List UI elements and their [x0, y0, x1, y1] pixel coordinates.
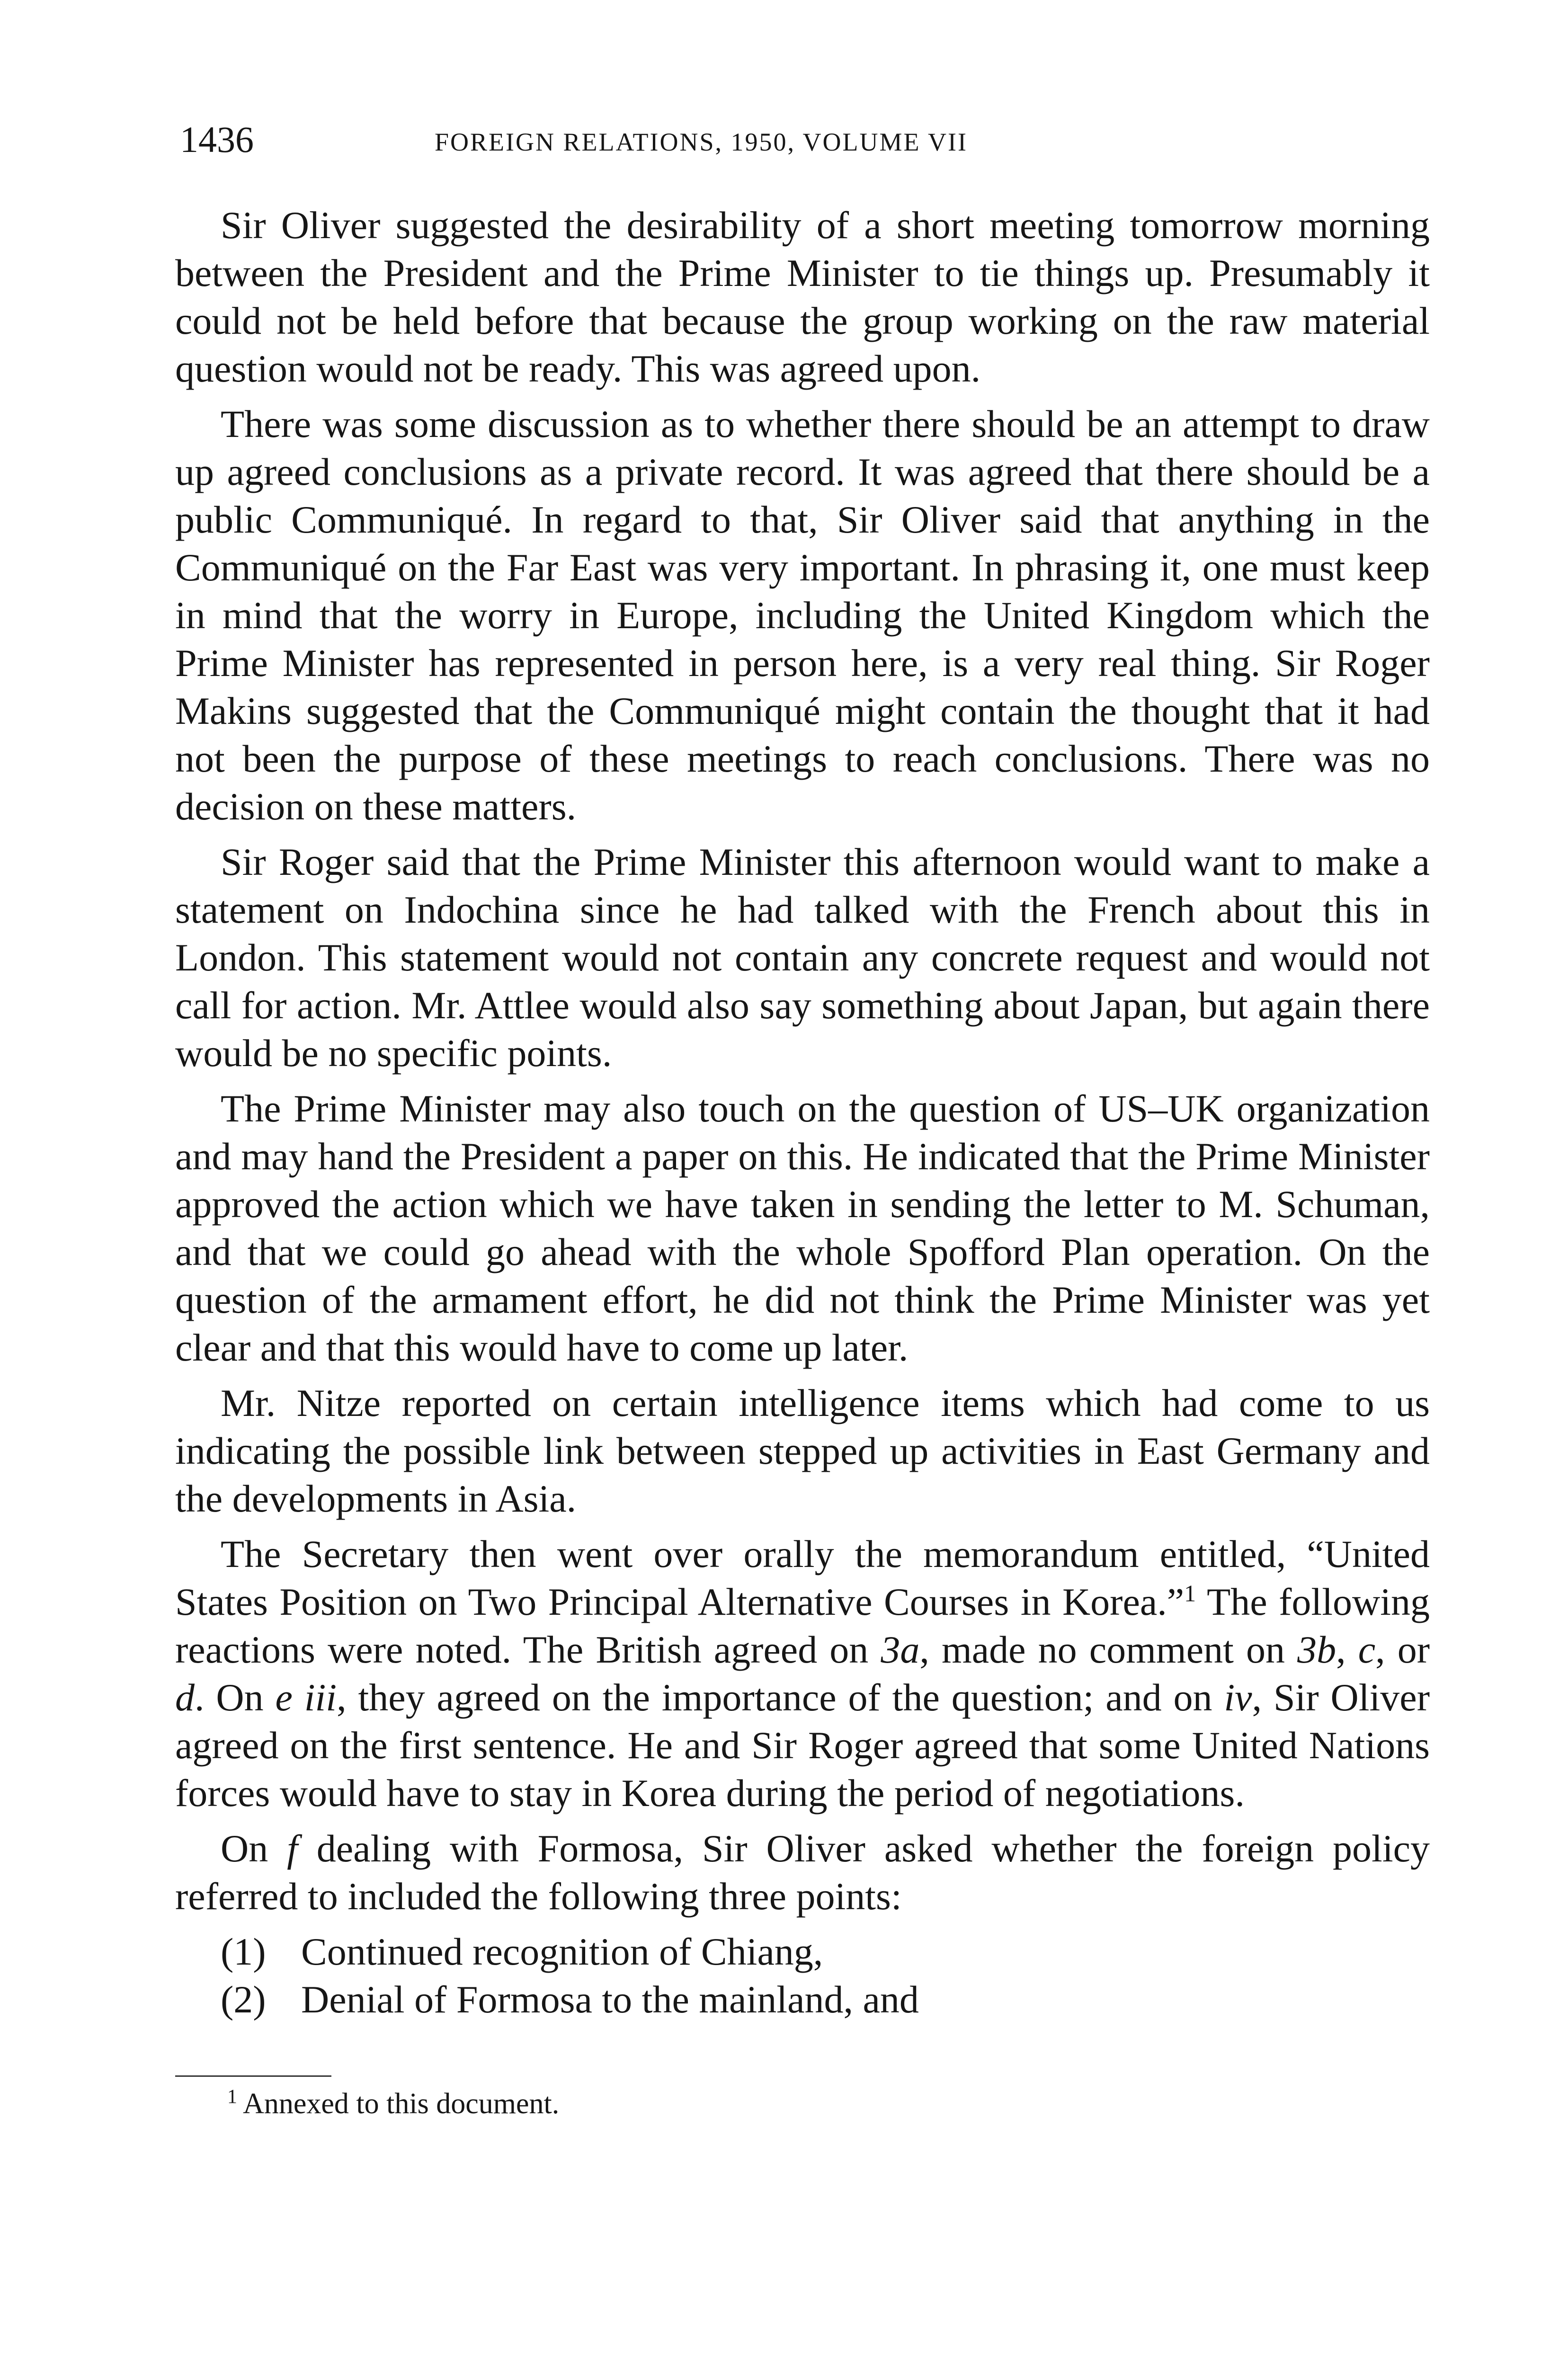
footnote-mark: 1 [227, 2086, 237, 2108]
paragraph-3: Sir Roger said that the Prime Minister this afternoon would want to make a statement on Indochina since he had talked with the French about this in London. This statement would not contain any concrete request and would not call for action. Mr. Attlee would also say something about Japan, but again there would be no specific points. [175, 840, 1430, 1075]
p7-text-b: dealing with Formosa, Sir Oliver asked whether the foreign policy referred to included the following three points: [175, 1827, 1430, 1918]
footnote-reference: 1 [1184, 1580, 1196, 1607]
p6-italic-2: 3b [1297, 1628, 1336, 1671]
list-text: Denial of Formosa to the mainland, and [301, 1978, 919, 2021]
p6-text-f: . On [195, 1676, 276, 1719]
paragraph-4: The Prime Minister may also touch on the question of US–UK organization and may hand the President a paper on this. He indicated that the Prime Minister approved the action which we have taken in sending the letter to M. Schuman, and that we could go ahead with the whole Spofford Plan operation. On the question of the armament effort, he did not think the Prime Minister was yet clear and that this would have to come up later. [175, 1087, 1430, 1369]
p6-text-g: , they agreed on the importance of the question; and on [337, 1676, 1224, 1719]
footnote-divider [175, 2075, 331, 2077]
document-page [175, 116, 1430, 2125]
p6-text-e: , or [1375, 1628, 1430, 1671]
page-header [175, 116, 1430, 168]
paragraph-6 [175, 1530, 1430, 1817]
p6-italic-3: c [1358, 1628, 1376, 1671]
p6-text-a: The Secretary then went over orally the memorandum entitled, “United States Position on Two Principal Alternative Courses in Korea.” [175, 1532, 1430, 1623]
list-number: (1) [221, 1930, 266, 1973]
footnote-text: Annexed to this document. [243, 2088, 560, 2120]
running-head: FOREIGN RELATIONS, 1950, VOLUME VII [435, 128, 968, 156]
list-item [175, 1975, 1430, 2023]
p6-text-b: The following reactions were noted. The British agreed on [175, 1580, 1430, 1671]
paragraph-1: Sir Oliver suggested the desirability of a short meeting tomorrow morning between the President and the Prime Minister to tie things up. Presumably it could not be held before that because the group working on the raw material question would not be ready. This was agreed upon. [175, 204, 1430, 390]
list-item [175, 1928, 1430, 1975]
p7-text-a: On [221, 1827, 287, 1870]
p6-italic-4: d [175, 1676, 195, 1719]
footnote [175, 2082, 1430, 2125]
body-text [175, 201, 1430, 2023]
paragraph-7 [175, 1824, 1430, 1920]
paragraph-2: There was some discussion as to whether there should be an attempt to draw up agreed conclusions as a private record. It was agreed that there should be a public Communiqué. In regard to that, Sir Oliver said that anything in the Communiqué on the Far East was very important. In phrasing it, one must keep in mind that the worry in Europe, including the United Kingdom which the Prime Minister has represented in person here, is a very real thing. Sir Roger Makins suggested that the Communiqué might contain the thought that it had not been the purpose of these meetings to reach conclusions. There was no decision on these matters. [175, 402, 1430, 828]
page-number: 1436 [180, 119, 254, 160]
p6-text-d: , [1336, 1628, 1358, 1671]
list-number: (2) [221, 1978, 266, 2021]
p6-italic-5: e iii [275, 1676, 337, 1719]
p7-italic-1: f [287, 1827, 298, 1870]
p6-text-c: , made no comment on [919, 1628, 1298, 1671]
p6-italic-1: 3a [881, 1628, 920, 1671]
paragraph-5: Mr. Nitze reported on certain intelligence items which had come to us indicating the possible link between stepped up activities in East Germany and the developments in Asia. [175, 1381, 1430, 1520]
list-text: Continued recognition of Chiang, [301, 1930, 823, 1973]
p6-text-h: , Sir Oliver agreed on the first sentence. He and Sir Roger agreed that some United Nations forces would have to stay in Korea during the period of negotiations. [175, 1676, 1430, 1815]
p6-italic-6: iv [1224, 1676, 1252, 1719]
